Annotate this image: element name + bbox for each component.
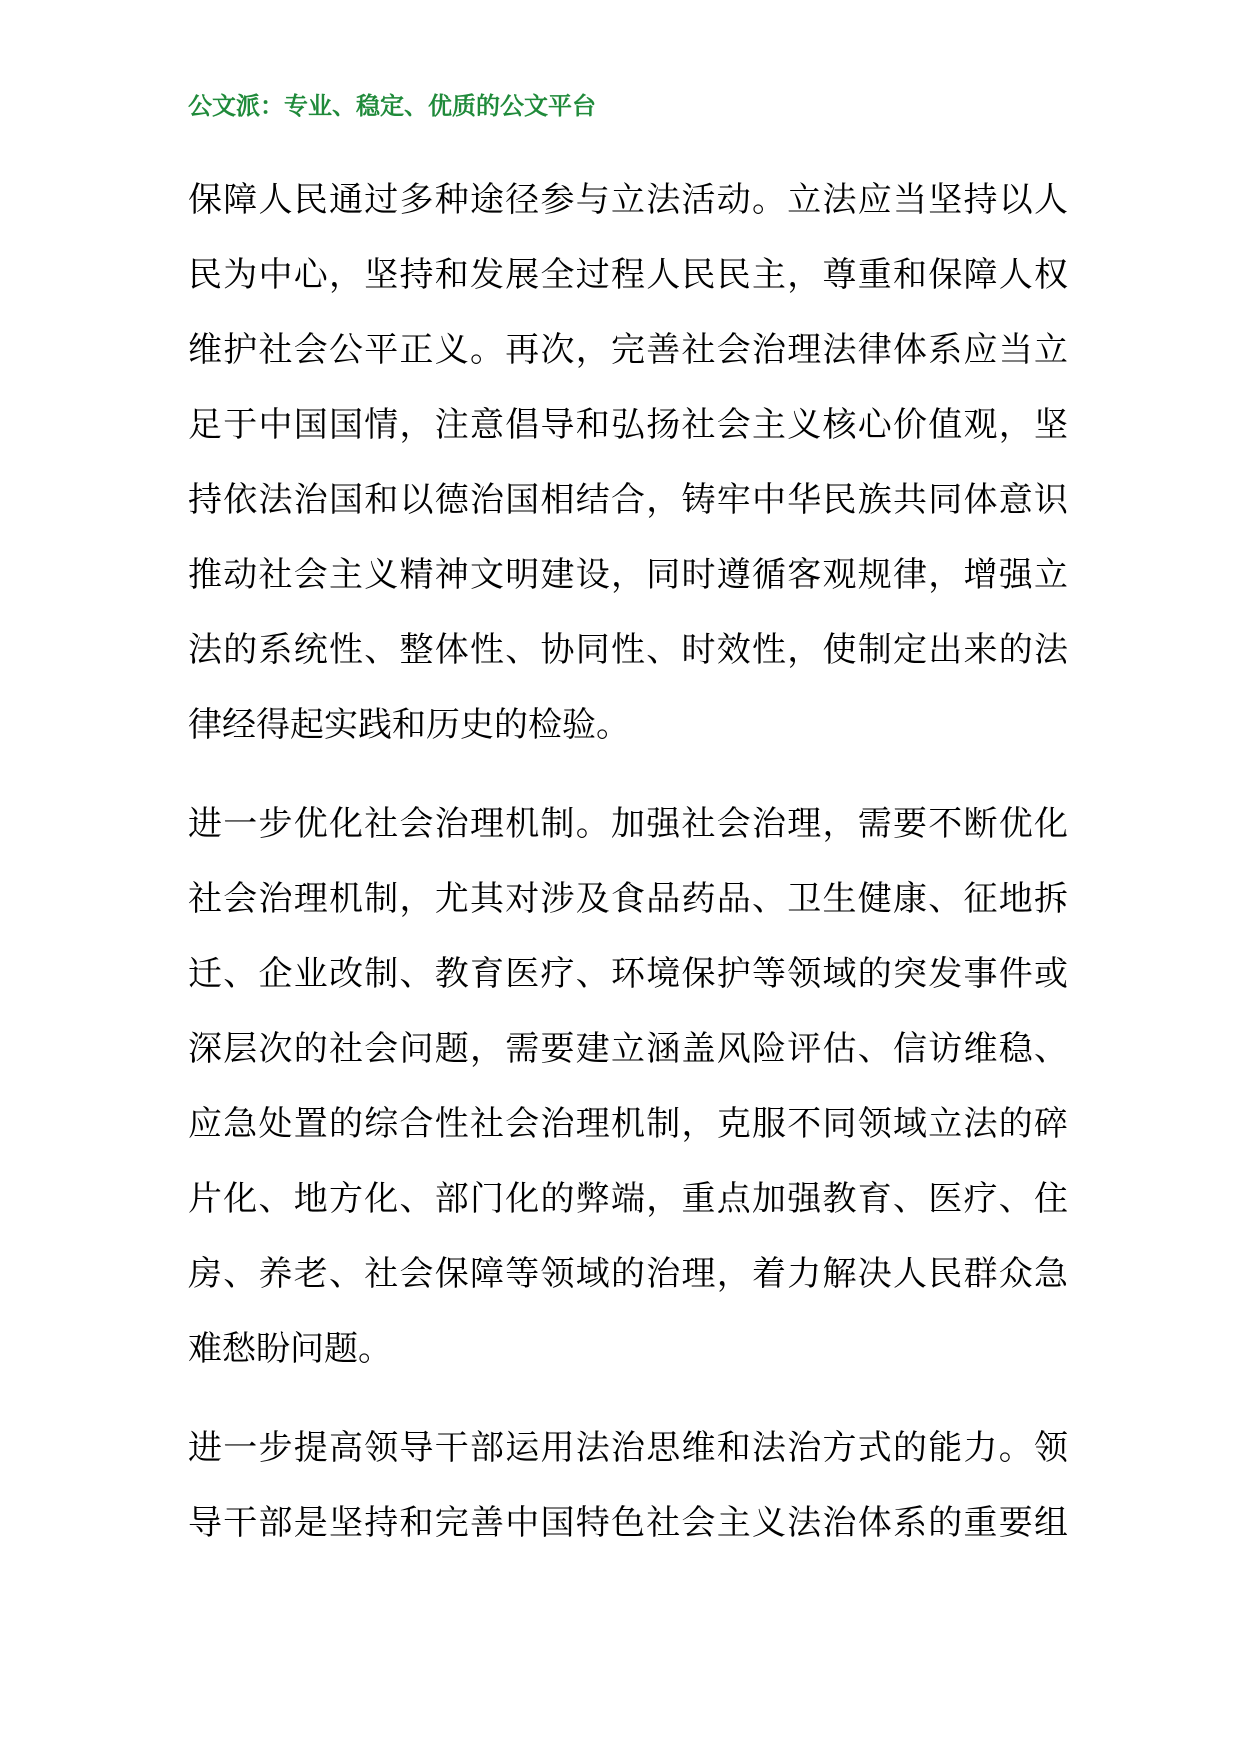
text-line: 持依法治国和以德治国相结合，铸牢中华民族共同体意识	[188, 480, 1068, 520]
text-line: 应急处置的综合性社会治理机制，克服不同领域立法的碎	[188, 1104, 1068, 1144]
text-line: 进一步优化社会治理机制。加强社会治理，需要不断优化	[188, 804, 1068, 844]
text-line: 律经得起实践和历史的检验。	[188, 705, 630, 745]
text-line: 片化、地方化、部门化的弊端，重点加强教育、医疗、住	[188, 1179, 1068, 1219]
paragraph	[188, 1411, 1068, 1561]
page-header: 公文派：专业、稳定、优质的公文平台	[188, 92, 596, 120]
text-line: 难愁盼问题。	[188, 1329, 392, 1369]
text-line: 社会治理机制，尤其对涉及食品药品、卫生健康、征地拆	[188, 879, 1068, 919]
text-line: 导干部是坚持和完善中国特色社会主义法治体系的重要组	[188, 1503, 1068, 1543]
text-line: 房、养老、社会保障等领域的治理，着力解决人民群众急	[188, 1254, 1068, 1294]
text-line: 保障人民通过多种途径参与立法活动。立法应当坚持以人	[188, 180, 1068, 220]
paragraph	[188, 163, 1068, 763]
text-line: 进一步提高领导干部运用法治思维和法治方式的能力。领	[188, 1428, 1068, 1468]
text-line: 深层次的社会问题，需要建立涵盖风险评估、信访维稳、	[188, 1029, 1068, 1069]
text-line: 维护社会公平正义。再次，完善社会治理法律体系应当立	[188, 330, 1068, 370]
paragraph	[188, 787, 1068, 1387]
text-line: 推动社会主义精神文明建设，同时遵循客观规律，增强立	[188, 555, 1068, 595]
text-line: 法的系统性、整体性、协同性、时效性，使制定出来的法	[188, 630, 1068, 670]
text-line: 民为中心，坚持和发展全过程人民民主，尊重和保障人权	[188, 255, 1068, 295]
document-body	[188, 163, 1068, 1585]
text-line: 足于中国国情，注意倡导和弘扬社会主义核心价值观，坚	[188, 405, 1068, 445]
text-line: 迁、企业改制、教育医疗、环境保护等领域的突发事件或	[188, 954, 1068, 994]
